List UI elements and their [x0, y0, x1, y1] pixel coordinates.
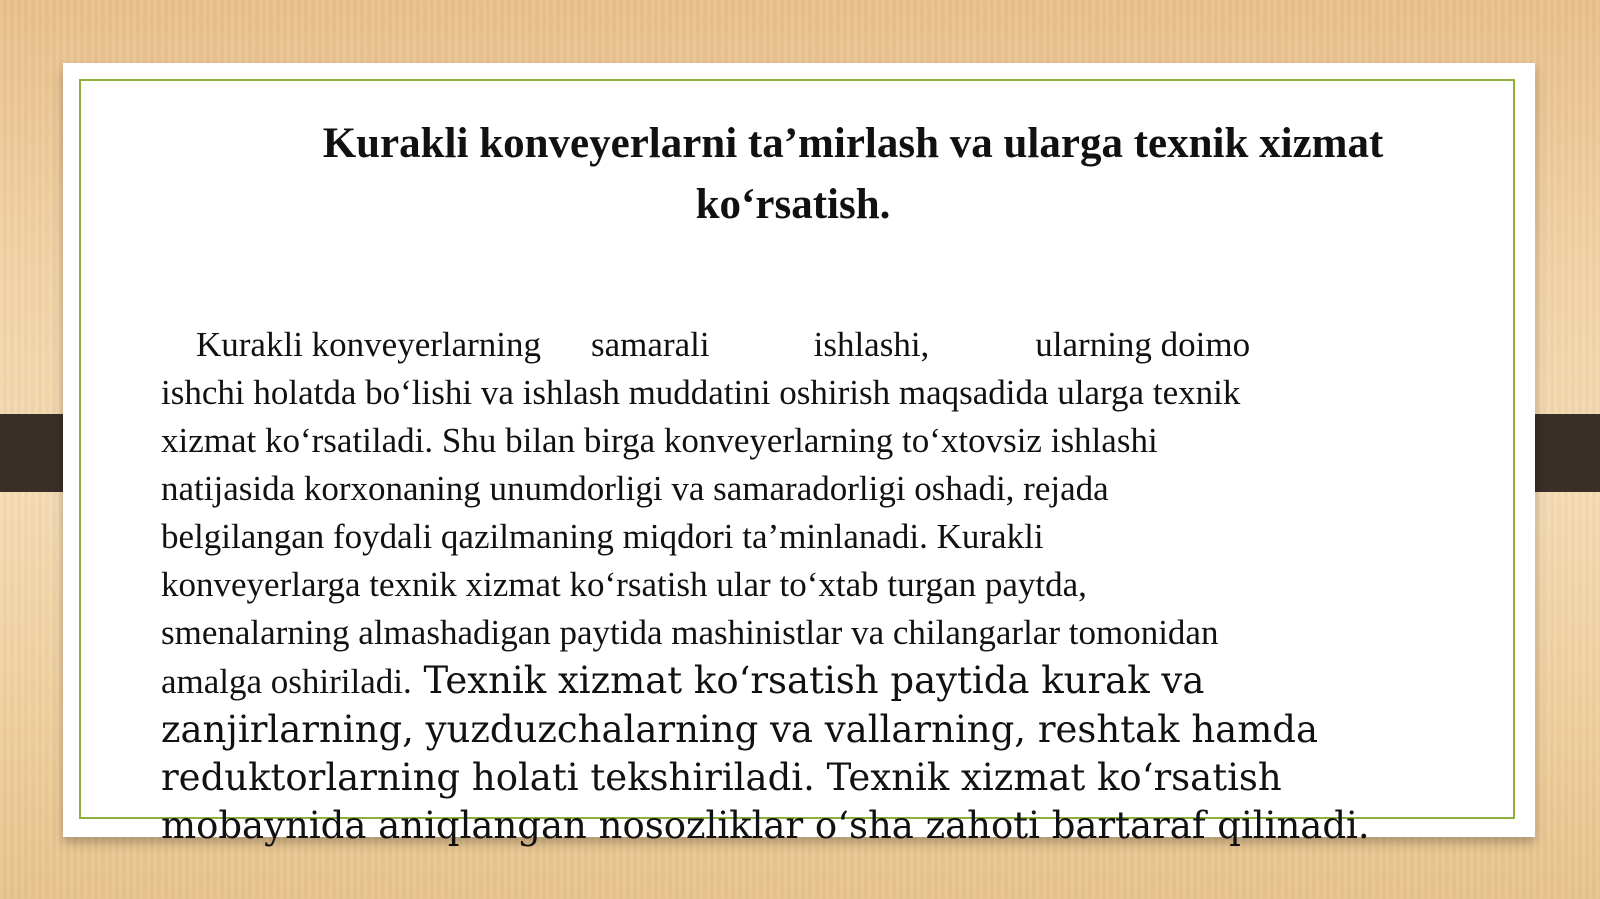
- body-line-8-serif: amalga oshiriladi.: [161, 662, 412, 701]
- body-line-8: [161, 657, 1461, 706]
- slide-card: [63, 63, 1535, 847]
- body-line-6: konveyerlarga texnik xizmat ko‘rsatish ular to‘xtab turgan paytda,: [161, 565, 1087, 604]
- body-line-10: reduktorlarning holati tekshiriladi. Texnik xizmat ko‘rsatish: [161, 756, 1282, 799]
- body-line-5: belgilangan foydali qazilmaning miqdori ta’minlanadi. Kurakli: [161, 517, 1044, 556]
- title-line-2: ko‘rsatish.: [695, 181, 891, 228]
- body-line-1-part-3: ishlashi,: [813, 325, 930, 364]
- body-line-4: natijasida korxonaning unumdorligi va samaradorligi oshadi, rejada: [161, 469, 1109, 508]
- body-line-1: [161, 321, 1461, 369]
- title-line-1: Kurakli konveyerlarni ta’mirlash va ularga texnik xizmat: [322, 120, 1384, 167]
- body-line-2: ishchi holatda bo‘lishi va ishlash muddatini oshirish maqsadida ularga texnik: [161, 373, 1241, 412]
- body-line-1-part-1: Kurakli konveyerlarning: [196, 325, 542, 364]
- body-line-1-part-4: ularning doimo: [1035, 325, 1251, 364]
- body-line-7: smenalarning almashadigan paytida mashinistlar va chilangarlar tomonidan: [161, 613, 1219, 652]
- slide-body-text: [161, 321, 1461, 850]
- body-line-9: zanjirlarning, yuzduzchalarning va vallarning, reshtak hamda: [161, 708, 1319, 751]
- body-line-3: xizmat ko‘rsatiladi. Shu bilan birga konveyerlarning to‘xtovsiz ishlashi: [161, 421, 1158, 460]
- body-line-1-part-2: samarali: [591, 325, 710, 364]
- slide-title: [163, 113, 1483, 235]
- body-line-11: mobaynida aniqlangan nosozliklar o‘sha zahoti bartaraf qilinadi.: [161, 804, 1370, 847]
- body-line-8-large: Texnik xizmat ko‘rsatish paytida kurak va: [411, 659, 1205, 702]
